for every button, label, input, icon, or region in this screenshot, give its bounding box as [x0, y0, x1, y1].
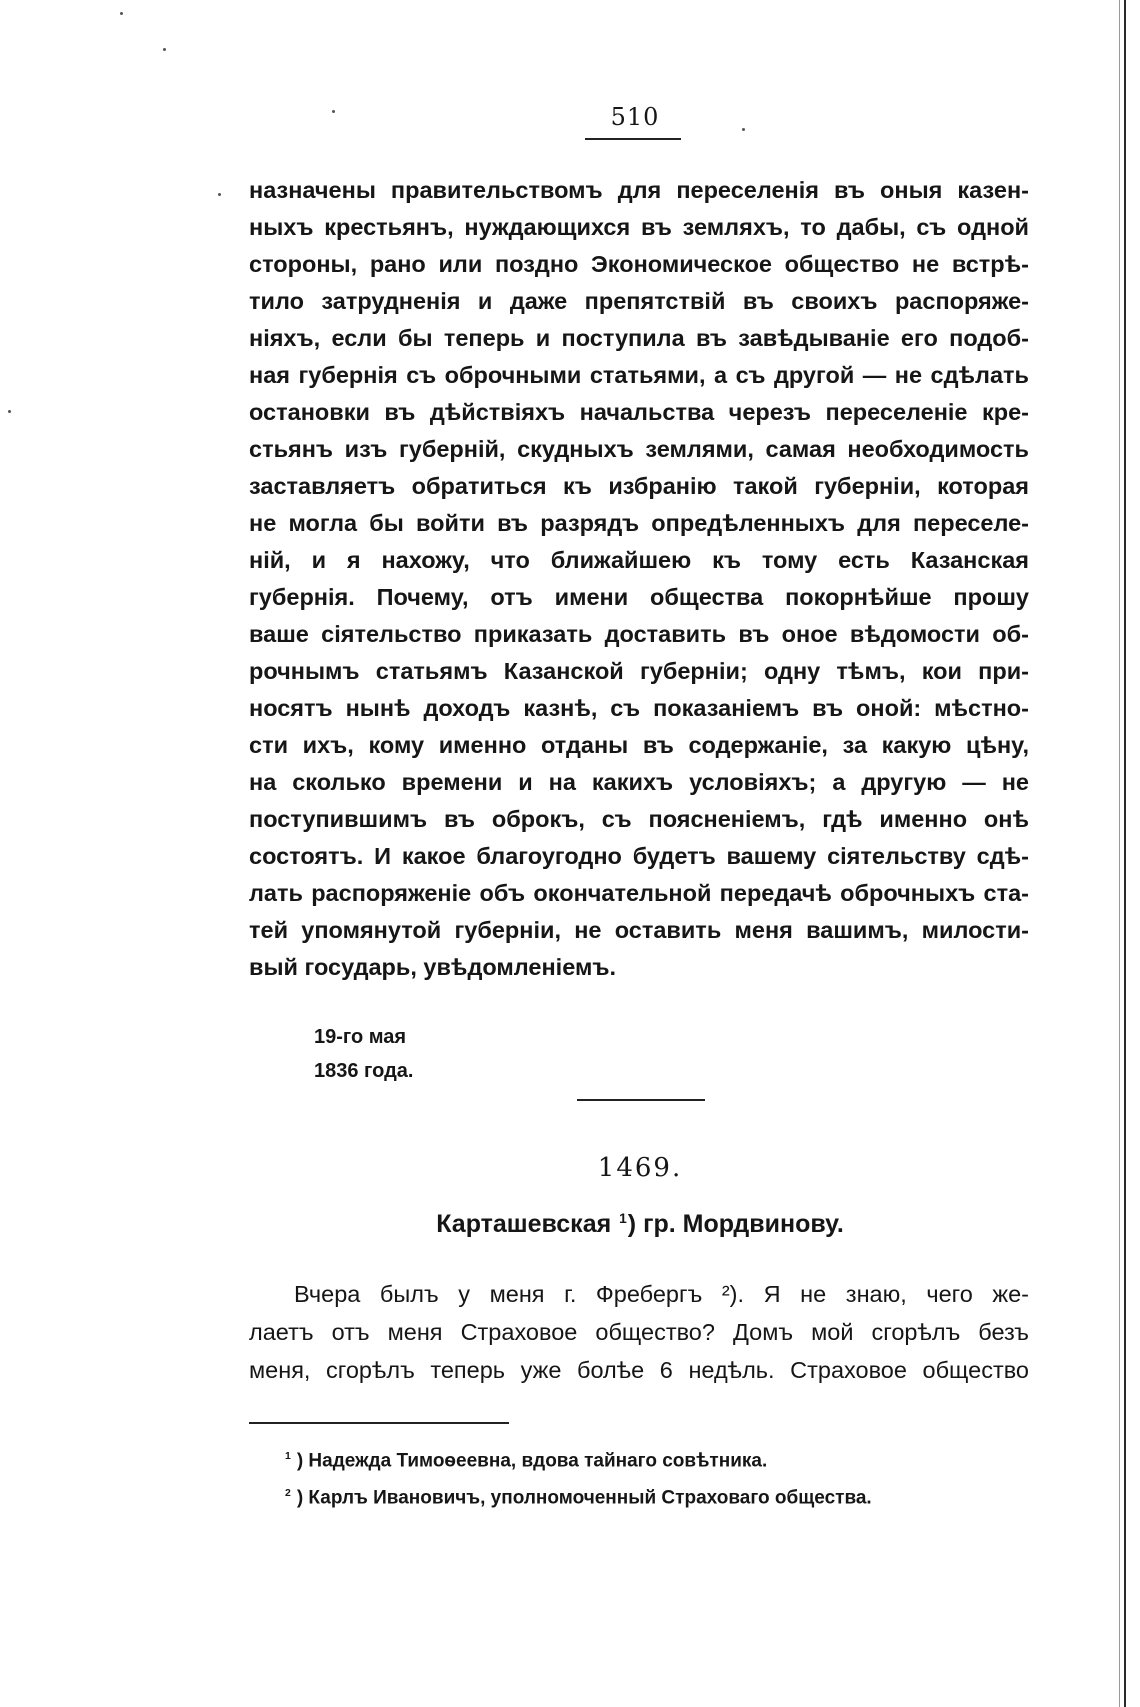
text-line: сти ихъ, кому именно отданы въ содержаніе, за какую цѣну,	[249, 732, 1029, 758]
footnotes	[284, 1440, 872, 1515]
main-text	[249, 172, 1029, 986]
text-line: Вчера былъ у меня г. Фребергъ ²). Я не знаю, чего же-	[294, 1281, 1029, 1307]
section-divider	[577, 1099, 705, 1101]
date-year: 1836 года.	[314, 1060, 414, 1082]
text-line: тило затрудненія и даже препятствій въ своихъ распоряже-	[249, 288, 1029, 314]
footnote-divider	[249, 1422, 509, 1424]
footnote-text: Надежда Тимоѳеевна, вдова тайнаго совѣтника.	[308, 1450, 768, 1472]
text-line: назначены правительствомъ для переселенія въ оныя казен-	[249, 177, 1029, 203]
document-number: 1469.	[597, 1153, 683, 1183]
text-line: вый государь, увѣдомленіемъ.	[249, 954, 617, 980]
scan-speck	[332, 110, 335, 113]
text-line: рочнымъ статьямъ Казанской губерніи; одну тѣмъ, кои при-	[249, 658, 1029, 684]
text-line: лаетъ отъ меня Страховое общество? Домъ мой сгорѣлъ безъ	[249, 1319, 1029, 1345]
text-line: заставляетъ обратиться къ избранію такой губерніи, которая	[249, 473, 1029, 499]
text-line: стьянъ изъ губерній, скудныхъ землями, самая необходимость	[249, 436, 1029, 462]
text-line: лать распоряженіе объ окончательной передачѣ оброчныхъ ста-	[249, 880, 1029, 906]
footnote: $^1$ ) Надежда Тимоѳеевна, вдова тайнаго совѣтника.	[285, 1450, 768, 1472]
text-line: стороны, рано или поздно Экономическое общество не встрѣ-	[249, 251, 1029, 277]
footnote-text: Карлъ Ивановичъ, уполномоченный Страховаго общества.	[308, 1487, 872, 1509]
letter-text	[249, 1275, 1029, 1389]
text-line: ваше сіятельство приказать доставить въ оное вѣдомости об-	[249, 621, 1029, 647]
text-line: состоятъ. И какое благоугодно будетъ вашему сіятельству сдѣ-	[249, 843, 1029, 869]
text-line: ніяхъ, если бы теперь и поступила въ завѣдываніе его подоб-	[249, 325, 1029, 351]
text-line: не могла бы войти въ разрядъ опредѣленныхъ для переселе-	[249, 510, 1029, 536]
page-number-underline	[585, 138, 681, 140]
title-text-end: ) гр. Мордвинову.	[627, 1210, 844, 1238]
scan-speck	[8, 410, 11, 413]
letter-date	[314, 1020, 413, 1088]
footnote: $^2$ ) Карлъ Ивановичъ, уполномоченный Страховаго общества.	[285, 1487, 872, 1509]
text-line: тей упомянутой губерніи, не оставить меня вашимъ, милости-	[249, 917, 1029, 943]
text-line: на сколько времени и на какихъ условіяхъ; а другую — не	[249, 769, 1029, 795]
text-line: ній, и я нахожу, что ближайшею къ тому есть Казанская	[249, 547, 1029, 573]
text-line: меня, сгорѣлъ теперь уже болѣе 6 недѣль. Страховое общество	[249, 1357, 1029, 1383]
page-edge-line	[1124, 0, 1126, 1707]
footnote-reference: 1	[619, 1210, 627, 1226]
scan-speck	[218, 193, 221, 196]
text-line: остановки въ дѣйствіяхъ начальства черезъ переселеніе кре-	[249, 399, 1029, 425]
text-line: поступившимъ въ оброкъ, съ поясненіемъ, гдѣ именно онѣ	[249, 806, 1029, 832]
scan-speck	[120, 12, 123, 15]
document-title	[360, 1210, 920, 1239]
text-line: ныхъ крестьянъ, нуждающихся въ земляхъ, то дабы, съ одной	[249, 214, 1029, 240]
footnote-marker: 1	[285, 1451, 291, 1462]
date-day: 19-го мая	[314, 1026, 407, 1048]
text-line: губернія. Почему, отъ имени общества покорнѣйше прошу	[249, 584, 1029, 610]
footnote-marker: 2	[285, 1488, 291, 1500]
title-text: Карташевская	[436, 1210, 619, 1238]
text-line: ная губернія съ оброчными статьями, а съ другой — не сдѣлать	[249, 362, 1029, 388]
page-edge-shadow	[1119, 0, 1120, 1707]
scan-speck	[163, 48, 166, 51]
page-number: 510	[610, 103, 660, 131]
scan-speck	[742, 128, 745, 131]
text-line: носятъ нынѣ доходъ казнѣ, съ показаніемъ въ оной: мѣстно-	[249, 695, 1029, 721]
